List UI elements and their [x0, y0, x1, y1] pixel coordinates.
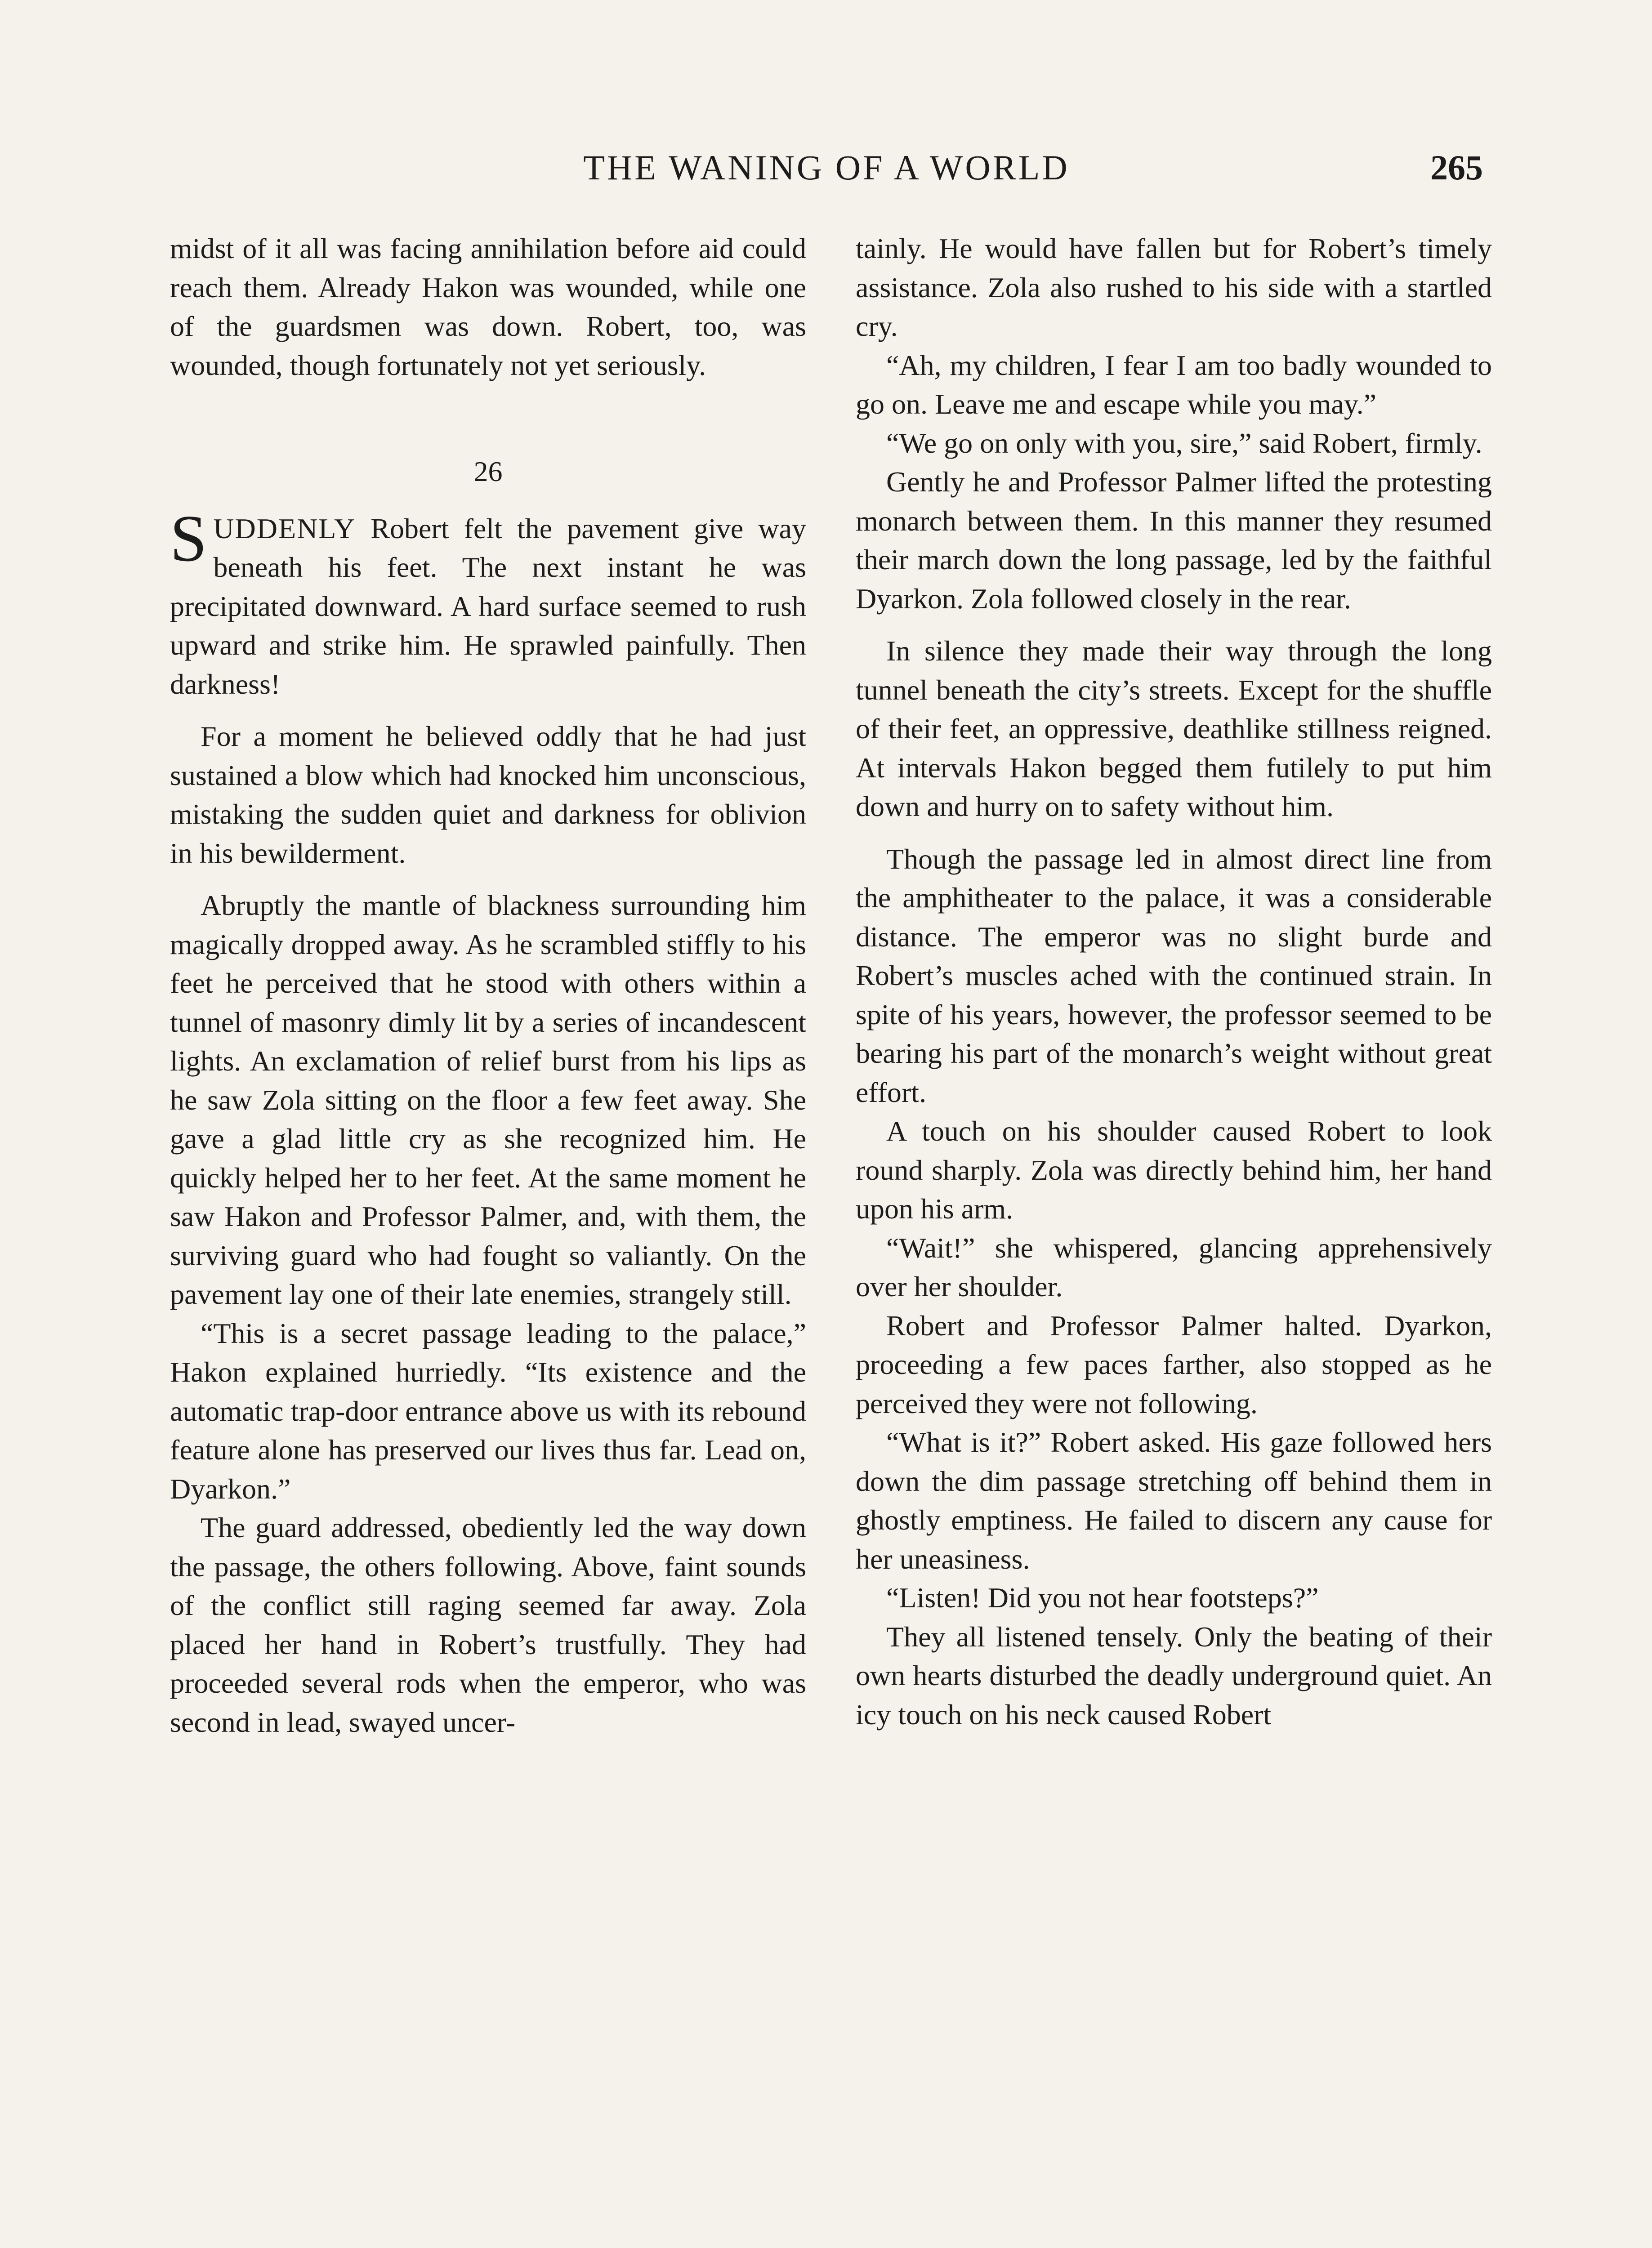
paragraph: The guard addressed, obediently led the way down the passage, the others following. Above, faint sounds of the conflict still raging seemed far away. Zola placed her hand in Robert’s trustfully. They had proceeded several rods when the emperor, who was second in lead, swayed uncer- — [170, 1512, 806, 1738]
paragraph: They all listened tensely. Only the beating of their own hearts disturbed the deadly underground quiet. An icy touch on his neck caused Robert — [856, 1620, 1492, 1731]
page-number: 265 — [1430, 148, 1483, 187]
lead-smallcaps: UDDENLY — [213, 512, 356, 544]
paragraph: Gently he and Professor Palmer lifted the protesting monarch between them. In this manner they resumed their march down the long passage, led by the faithful Dyarkon. Zola followed closely in the rear. — [856, 466, 1492, 615]
running-head — [170, 143, 1483, 192]
intro-paragraph: midst of it all was facing annihilation before aid could reach them. Already Hakon was wounded, while one of the guardsmen was down. Robert, too, was wounded, though fortunately not yet seriously. — [170, 232, 806, 381]
paragraph: “Wait!” she whispered, glancing apprehensively over her shoulder. — [856, 1231, 1492, 1302]
paragraph: “This is a secret passage leading to the palace,” Hakon explained hurriedly. “Its existence and the automatic trap-door entrance above us with its rebound feature alone has preserved our lives thus far. Lead on, Dyarkon.” — [170, 1317, 806, 1505]
paragraph: A touch on his shoulder caused Robert to look round sharply. Zola was directly behind him, her hand upon his arm. — [856, 1115, 1492, 1225]
right-column — [856, 229, 1492, 1734]
paragraph: For a moment he believed oddly that he had just sustained a blow which had knocked him unconscious, mistaking the sudden quiet and darkness for oblivion in his bewilderment. — [170, 720, 806, 869]
paragraph: tainly. He would have fallen but for Robert’s timely assistance. Zola also rushed to his side with a startled cry. — [856, 232, 1492, 342]
section-number: 26 — [473, 455, 503, 487]
paragraph: “What is it?” Robert asked. His gaze followed hers down the dim passage stretching off behind them in ghostly emptiness. He failed to discern any cause for her uneasiness. — [856, 1426, 1492, 1575]
paragraph: Abruptly the mantle of blackness surrounding him magically dropped away. As he scrambled stiffly to his feet he perceived that he stood with others within a tunnel of masonry dimly lit by a series of incandescent lights. An exclamation of relief burst from his lips as he saw Zola sitting on the floor a few feet away. She gave a glad little cry as she recognized him. He quickly helped her to her feet. At the same moment he saw Hakon and Professor Palmer, and, with them, the surviving guard who had fought so valiantly. On the pavement lay one of their late enemies, strangely still. — [170, 889, 806, 1310]
paragraph: In silence they made their way through the long tunnel beneath the city’s streets. Except for the shuffle of their feet, an oppressive, deathlike stillness reigned. At intervals Hakon begged them futilely to put him down and hurry on to safety without him. — [856, 635, 1492, 822]
paragraph: Robert and Professor Palmer halted. Dyarkon, proceeding a few paces farther, also stopped as he perceived they were not following. — [856, 1309, 1492, 1419]
lead-paragraph — [170, 501, 806, 704]
left-column — [170, 229, 806, 1742]
paragraph: Though the passage led in almost direct line from the amphitheater to the palace, it was a considerable distance. The emperor was no slight burde and Robert’s muscles ached with the continued strain. In spite of his years, however, the professor seemed to be bearing his part of the monarch’s weight without great effort. — [856, 843, 1492, 1108]
running-title: THE WANING OF A WORLD — [583, 148, 1070, 187]
paragraph: “Listen! Did you not hear footsteps?” — [886, 1582, 1319, 1614]
lead-text: Robert felt the pavement give way beneath his feet. The next instant he was precipitated downward. A hard surface seemed to rush upward and strike him. He sprawled painfully. Then darkness! — [170, 512, 806, 700]
drop-cap: S — [170, 501, 207, 575]
paragraph: “We go on only with you, sire,” said Robert, firmly. — [886, 427, 1482, 459]
paragraph: “Ah, my children, I fear I am too badly wounded to go on. Leave me and escape while you may.” — [856, 349, 1492, 420]
